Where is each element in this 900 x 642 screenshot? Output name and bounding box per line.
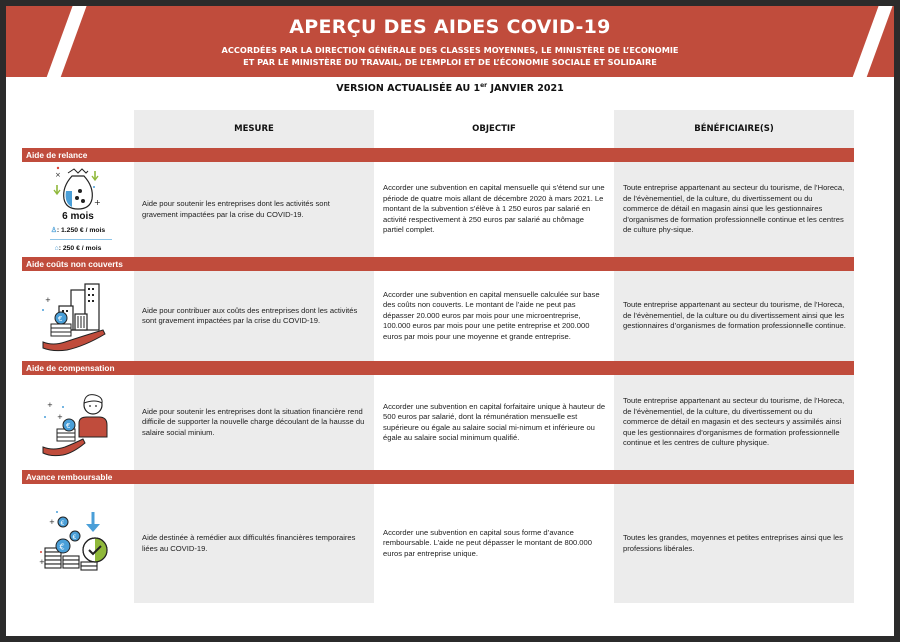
svg-text:+: + — [47, 400, 53, 409]
svg-text:+: + — [49, 517, 55, 526]
svg-text:+: + — [57, 412, 63, 421]
row-icon-cell — [24, 162, 132, 257]
cell-mesure: Aide pour soutenir les entreprises dont les activités sont gravement impactées par la crise du COVID-19. — [142, 199, 330, 219]
svg-text:€: € — [72, 533, 77, 541]
section-header-aide-couts-non-couverts: Aide coûts non couverts — [22, 257, 854, 271]
duration-label: 6 mois — [62, 210, 94, 222]
divider-line — [50, 239, 112, 240]
page-title: APERÇU DES AIDES COVID-19 — [289, 16, 611, 38]
svg-text:€: € — [59, 542, 65, 551]
svg-text:€: € — [60, 519, 65, 527]
svg-text:×: × — [55, 170, 61, 179]
buildings-coins-hand-icon — [33, 276, 123, 356]
rate-unemployed-label — [28, 245, 128, 252]
cell-objectif: Accorder une subvention en capital sous forme d’avance remboursable. L’aide ne peut dépasser le montant de 800.000 euros par entreprise unique. — [383, 527, 592, 558]
document-page — [6, 6, 894, 636]
rate-active-label — [28, 226, 128, 234]
coins-checkmark-icon — [33, 504, 123, 584]
column-header-objectif: OBJECTIF — [472, 124, 516, 134]
svg-text:+: + — [39, 557, 45, 566]
row-icon-cell — [24, 271, 132, 361]
rate-active-value: : 1.250 € / mois — [56, 226, 106, 234]
column-header-mesure: MESURE — [234, 124, 274, 134]
version-prefix: VERSION ACTUALISÉE AU 1 — [336, 83, 481, 95]
cell-objectif: Accorder une subvention en capital forfaitaire unique à hauteur de 500 euros par salarié, dont la rémunération mensuelle est supérieure ou égale au salaire social mi-nimum et inférieure ou égale au salaire social minimum qualifié. — [383, 401, 606, 442]
section-header-avance-remboursable: Avance remboursable — [22, 470, 854, 484]
worker-icon: ♙ — [50, 226, 57, 234]
page-subtitle-line2: ET PAR LE MINISTÈRE DU TRAVAIL, DE L’EMPLOI ET DE L’ÉCONOMIE SOCIALE ET SOLIDAIRE — [243, 57, 657, 67]
cell-beneficiaires: Toute entreprise appartenant au secteur du tourisme, de l’Horeca, de l’évènementiel, de la culture, du divertissement ou du commerce de détail en magasin ainsi que les gestionnaires d’organismes de formation professionnelle continue et les centres de culture phy-sique. — [623, 183, 845, 235]
title-banner — [6, 6, 894, 77]
page-subtitle-line1: ACCORDÉES PAR LA DIRECTION GÉNÉRALE DES CLASSES MOYENNES, LE MINISTÈRE DE L’ECONOMIE — [221, 45, 679, 55]
worker-home-icon: ⌂ — [54, 244, 59, 252]
row-icon-cell — [24, 484, 132, 603]
svg-text:+: + — [45, 296, 51, 304]
version-suffix: JANVIER 2021 — [487, 83, 564, 95]
svg-text:€: € — [66, 421, 71, 430]
svg-text:€: € — [58, 315, 63, 323]
version-line — [6, 82, 894, 94]
version-sup: er — [480, 82, 488, 89]
cell-mesure: Aide destinée à remédier aux difficultés financières temporaires liées au COVID-19. — [142, 533, 356, 553]
cell-beneficiaires: Toute entreprise appartenant au secteur du tourisme, de l’Horeca, de l’évènementiel, de la culture, du divertissement ou du commerce de détail en magasin et des secteurs y assimilés ainsi que les gestionnaires d’organismes de formation professionnelle continue et les centres de culture physique. — [623, 396, 845, 448]
money-bag-icon — [28, 165, 128, 255]
person-coins-hand-icon — [33, 383, 123, 463]
cell-beneficiaires: Toute entreprise appartenant au secteur du tourisme, de l’Horeca, de l’évènementiel, de la culture ou du divertissement ainsi que les gestionnaires d’organismes de formation professionnelle continue. — [623, 300, 846, 331]
row-icon-cell — [24, 375, 132, 470]
svg-text:+: + — [94, 197, 101, 207]
cell-objectif: Accorder une subvention en capital mensuelle qui s’étend sur une période de quatre mois allant de décembre 2020 à mars 2021. Le montant de la subvention s’élève à 1 250 euros par salarié en activité respectivement à 250 euros par salarié au chômage partiel complet. — [383, 183, 605, 235]
rate-unemployed-value: : 250 € / mois — [58, 244, 102, 252]
column-header-beneficiaires: BÉNÉFICIAIRE(S) — [694, 124, 774, 134]
section-header-aide-de-compensation: Aide de compensation — [22, 361, 854, 375]
cell-mesure: Aide pour soutenir les entreprises dont la situation financière rend difficile de supporter la nouvelle charge découlant de la hausse du salaire social minium. — [142, 406, 365, 437]
cell-objectif: Accorder une subvention en capital mensuelle calculée sur base des coûts non couverts. Le montant de l’aide ne peut pas dépasser 20.000 euros par mois pour une microentreprise, 100.000 euros par mois pour une petite entreprise et 200.000 euros par mois pour une moyenne et grande entreprise. — [383, 289, 600, 341]
cell-mesure: Aide pour contribuer aux coûts des entreprises dont les activités sont gravement impactées par la crise du COVID-19. — [142, 305, 358, 325]
cell-beneficiaires: Toutes les grandes, moyennes et petites entreprises ainsi que les professions libérales. — [623, 533, 843, 553]
section-header-aide-de-relance: Aide de relance — [22, 148, 854, 162]
